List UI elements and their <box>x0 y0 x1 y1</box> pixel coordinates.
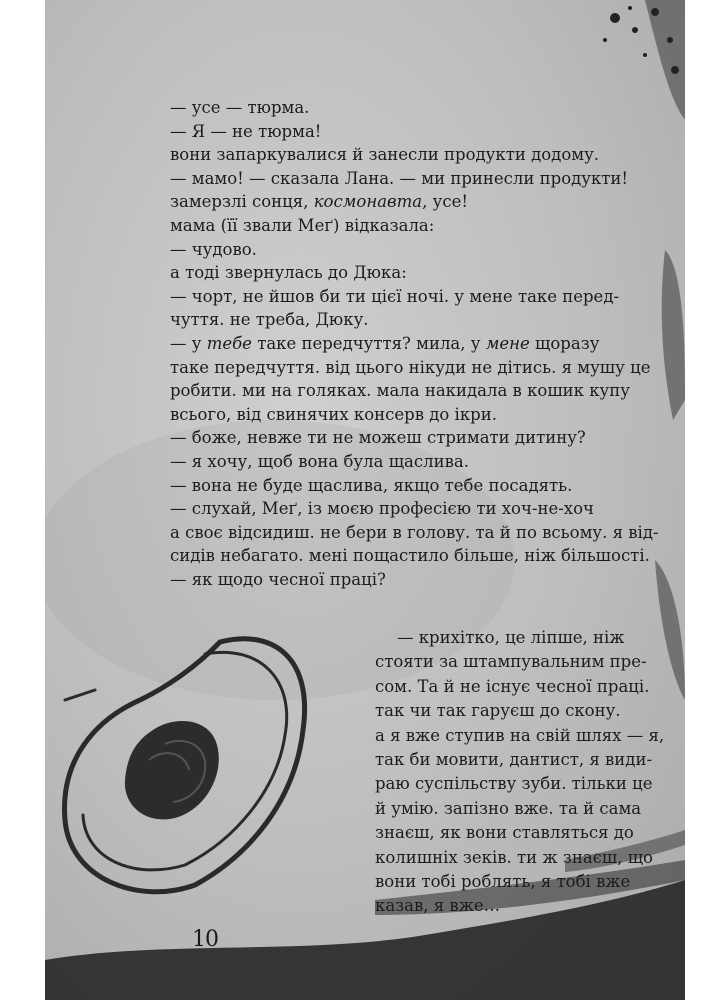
text-line: всього, від свинячих консерв до ікри. <box>170 404 497 424</box>
text-line: а своє відсидиш. не бери в голову. та й по всьому. я від- <box>170 522 659 542</box>
narrow-text <box>375 626 665 919</box>
text-fragment: щоразу <box>529 333 600 353</box>
text-line: — слухай, Меґ, із моєю професією ти хоч-не-хоч <box>170 499 594 519</box>
text-line: — вона не буде щаслива, якщо тебе посадять. <box>170 475 573 495</box>
text-line: — як щодо чесної праці? <box>170 569 386 589</box>
text-line <box>170 332 645 356</box>
text-line: вони запаркувалися й занесли продукти додому. <box>170 145 600 165</box>
page-number: 10 <box>192 927 218 952</box>
text-fragment: таке передчуття? мила, у <box>251 333 486 353</box>
text-line: — Я — не тюрма! <box>170 121 322 141</box>
narrow-line: казав, я вже… <box>375 896 501 916</box>
book-page <box>45 0 685 1000</box>
text-line: — усе — тюрма. <box>170 98 310 117</box>
italic-word: мене <box>485 333 530 353</box>
italic-word: тебе <box>206 333 252 353</box>
text-line: чуття. не треба, Дюку. <box>170 310 369 330</box>
narrow-line: так чи так гаруєш до скону. <box>375 701 621 721</box>
text-line <box>170 190 645 214</box>
narrow-line: стояти за штампувальним пре- <box>375 652 647 672</box>
italic-word: космонавта <box>313 192 423 212</box>
text-fragment: , усе! <box>422 192 468 212</box>
text-line: сидів небагато. мені пощастило більше, ніж більшості. <box>170 546 650 566</box>
text-line: — я хочу, щоб вона була щаслива. <box>170 451 469 471</box>
narrow-line: вони тобі роблять, я тобі вже <box>375 872 631 892</box>
narrow-line: так би мовити, дантист, я види- <box>375 750 653 770</box>
text-fragment: замерзлі сонця, <box>170 192 314 212</box>
text-line: — чудово. <box>170 239 257 259</box>
narrow-line: а я вже ступив на свій шлях — я, <box>375 725 665 745</box>
narrow-line: колишніх зеків. ти ж знаєш, що <box>375 847 653 867</box>
text-line: робити. ми на голяках. мала накидала в кошик купу <box>170 381 630 401</box>
narrow-line: раю суспільству зуби. тільки це <box>375 774 653 794</box>
narrow-line: сом. Та й не існує чесної праці. <box>375 676 650 696</box>
main-text <box>170 96 659 591</box>
text-line: таке передчуття. від цього нікуди не дітись. я мушу це <box>170 357 651 377</box>
text-line: — мамо! — сказала Лана. — ми принесли продукти! <box>170 168 629 188</box>
text-fragment: — у <box>170 333 207 353</box>
narrow-line: — крихітко, це ліпше, ніж <box>397 628 625 647</box>
text-line: мама (її звали Меґ) відказала: <box>170 215 435 235</box>
narrow-line: знаєш, як вони ставляться до <box>375 823 634 843</box>
text-line: — чорт, не йшов би ти цієї ночі. у мене таке перед- <box>170 286 620 306</box>
text-line: а тоді звернулась до Дюка: <box>170 263 407 283</box>
text-line: — боже, невже ти не можеш стримати дитину? <box>170 428 586 448</box>
narrow-line: й умію. запізно вже. та й сама <box>375 798 642 818</box>
